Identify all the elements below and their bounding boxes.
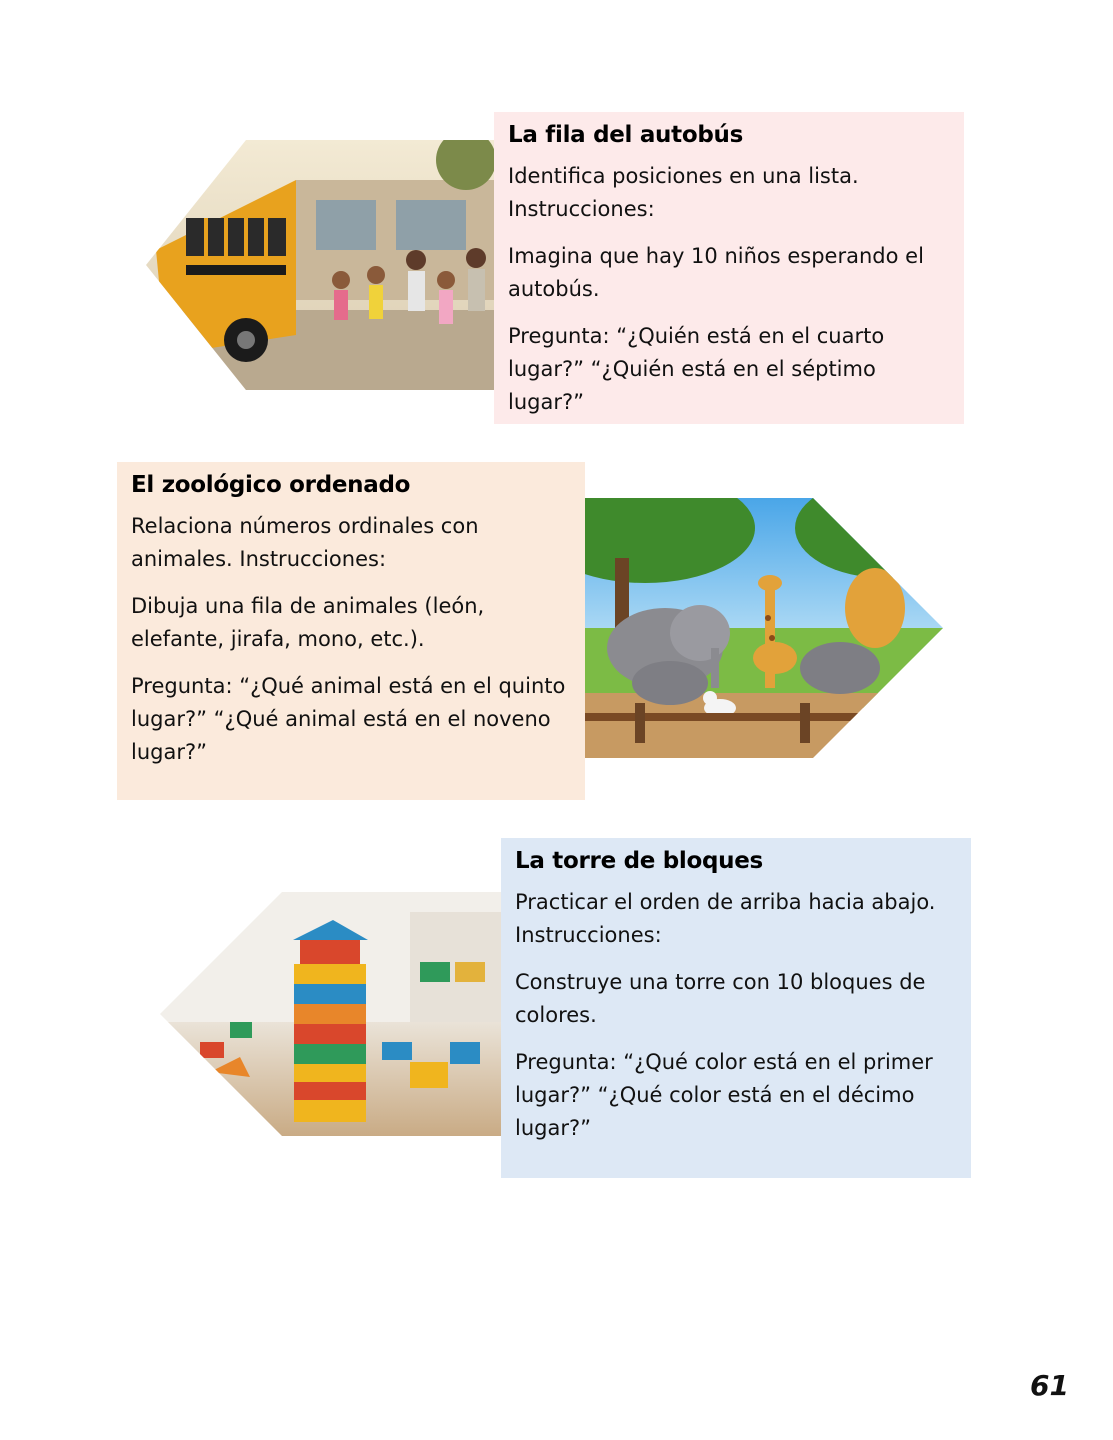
- activity-title: La fila del autobús: [508, 122, 743, 148]
- block-tower-image: [160, 892, 501, 1136]
- activity-title: El zoológico ordenado: [131, 472, 411, 498]
- school-bus-image: [146, 140, 494, 390]
- activity-instruction: Construye una torre con 10 bloques de colores.: [515, 970, 926, 1027]
- activity-card-blocks: [501, 838, 971, 1178]
- activity-card-bus: [494, 112, 964, 424]
- activity-question: Pregunta: “¿Quién está en el cuarto lugar?” “¿Quién está en el séptimo lugar?”: [508, 324, 885, 414]
- zoo-animals-image: [585, 498, 943, 758]
- activity-instruction: Imagina que hay 10 niños esperando el autobús.: [508, 244, 924, 301]
- activity-instruction: Dibuja una fila de animales (león, elefante, jirafa, mono, etc.).: [131, 594, 485, 651]
- activity-card-zoo: [117, 462, 585, 800]
- activity-question: Pregunta: “¿Qué animal está en el quinto lugar?” “¿Qué animal está en el noveno lugar?”: [131, 674, 566, 764]
- page-number: 61: [1030, 1369, 1069, 1402]
- activity-description: Relaciona números ordinales con animales. Instrucciones:: [131, 514, 479, 571]
- activity-question: Pregunta: “¿Qué color está en el primer lugar?” “¿Qué color está en el décimo lugar?”: [515, 1050, 933, 1140]
- activity-title: La torre de bloques: [515, 848, 763, 874]
- activity-description: Practicar el orden de arriba hacia abajo. Instrucciones:: [515, 890, 936, 947]
- activity-description: Identifica posiciones en una lista. Instrucciones:: [508, 164, 859, 221]
